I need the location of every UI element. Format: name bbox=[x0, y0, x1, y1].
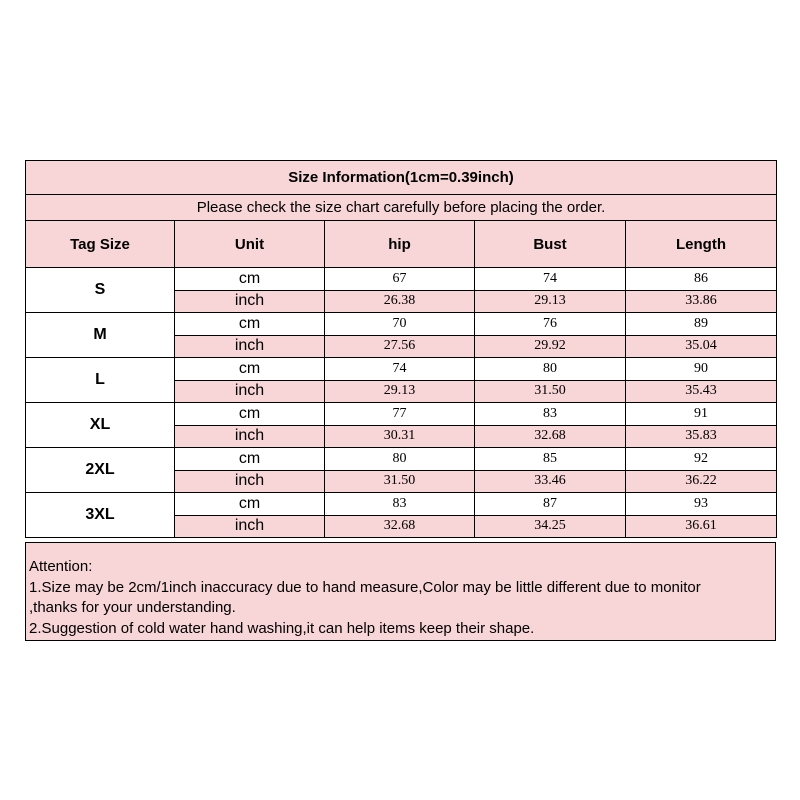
length-cell: 91 bbox=[626, 403, 777, 426]
table-row bbox=[26, 448, 777, 471]
hip-cell: 83 bbox=[325, 493, 475, 516]
unit-cell: inch bbox=[175, 290, 325, 313]
hip-cell: 30.31 bbox=[325, 425, 475, 448]
unit-cell: inch bbox=[175, 515, 325, 538]
attention-heading: Attention: bbox=[29, 558, 93, 575]
length-cell: 92 bbox=[626, 448, 777, 471]
length-cell: 93 bbox=[626, 493, 777, 516]
header-hip: hip bbox=[325, 221, 475, 268]
bust-cell: 33.46 bbox=[475, 470, 626, 493]
size-tag: XL bbox=[26, 403, 175, 448]
bust-cell: 87 bbox=[475, 493, 626, 516]
attention-line: ,thanks for your understanding. bbox=[29, 599, 236, 616]
unit-cell: inch bbox=[175, 380, 325, 403]
bust-cell: 31.50 bbox=[475, 380, 626, 403]
hip-cell: 77 bbox=[325, 403, 475, 426]
size-chart bbox=[25, 160, 776, 641]
bust-cell: 74 bbox=[475, 268, 626, 291]
bust-cell: 29.13 bbox=[475, 290, 626, 313]
length-cell: 33.86 bbox=[626, 290, 777, 313]
table-row bbox=[26, 403, 777, 426]
header-tag-size: Tag Size bbox=[26, 221, 175, 268]
bust-cell: 32.68 bbox=[475, 425, 626, 448]
bust-cell: 34.25 bbox=[475, 515, 626, 538]
size-tag: S bbox=[26, 268, 175, 313]
attention-line: 2.Suggestion of cold water hand washing,it can help items keep their shape. bbox=[29, 619, 535, 637]
table-subtitle: Please check the size chart carefully before placing the order. bbox=[26, 195, 777, 221]
length-cell: 35.43 bbox=[626, 380, 777, 403]
hip-cell: 70 bbox=[325, 313, 475, 336]
unit-cell: cm bbox=[175, 448, 325, 471]
size-tag: 3XL bbox=[26, 493, 175, 538]
table-row bbox=[26, 358, 777, 381]
bust-cell: 80 bbox=[475, 358, 626, 381]
hip-cell: 74 bbox=[325, 358, 475, 381]
header-length: Length bbox=[626, 221, 777, 268]
size-tag: 2XL bbox=[26, 448, 175, 493]
header-unit: Unit bbox=[175, 221, 325, 268]
table-row bbox=[26, 313, 777, 336]
length-cell: 35.83 bbox=[626, 425, 777, 448]
length-cell: 89 bbox=[626, 313, 777, 336]
unit-cell: cm bbox=[175, 403, 325, 426]
size-tag: M bbox=[26, 313, 175, 358]
hip-cell: 27.56 bbox=[325, 335, 475, 358]
hip-cell: 29.13 bbox=[325, 380, 475, 403]
length-cell: 36.61 bbox=[626, 515, 777, 538]
size-tag: L bbox=[26, 358, 175, 403]
header-row bbox=[26, 221, 777, 268]
bust-cell: 85 bbox=[475, 448, 626, 471]
length-cell: 90 bbox=[626, 358, 777, 381]
hip-cell: 80 bbox=[325, 448, 475, 471]
hip-cell: 32.68 bbox=[325, 515, 475, 538]
length-cell: 36.22 bbox=[626, 470, 777, 493]
unit-cell: inch bbox=[175, 335, 325, 358]
hip-cell: 31.50 bbox=[325, 470, 475, 493]
bust-cell: 29.92 bbox=[475, 335, 626, 358]
unit-cell: cm bbox=[175, 313, 325, 336]
length-cell: 35.04 bbox=[626, 335, 777, 358]
unit-cell: cm bbox=[175, 493, 325, 516]
unit-cell: cm bbox=[175, 358, 325, 381]
unit-cell: inch bbox=[175, 470, 325, 493]
length-cell: 86 bbox=[626, 268, 777, 291]
size-table bbox=[25, 160, 777, 538]
hip-cell: 26.38 bbox=[325, 290, 475, 313]
bust-cell: 76 bbox=[475, 313, 626, 336]
header-bust: Bust bbox=[475, 221, 626, 268]
attention-note bbox=[25, 542, 776, 641]
table-row bbox=[26, 493, 777, 516]
attention-line: 1.Size may be 2cm/1inch inaccuracy due to hand measure,Color may be little different due to monitor bbox=[29, 578, 701, 596]
table-title: Size Information(1cm=0.39inch) bbox=[26, 161, 777, 195]
unit-cell: inch bbox=[175, 425, 325, 448]
bust-cell: 83 bbox=[475, 403, 626, 426]
table-row bbox=[26, 268, 777, 291]
hip-cell: 67 bbox=[325, 268, 475, 291]
unit-cell: cm bbox=[175, 268, 325, 291]
